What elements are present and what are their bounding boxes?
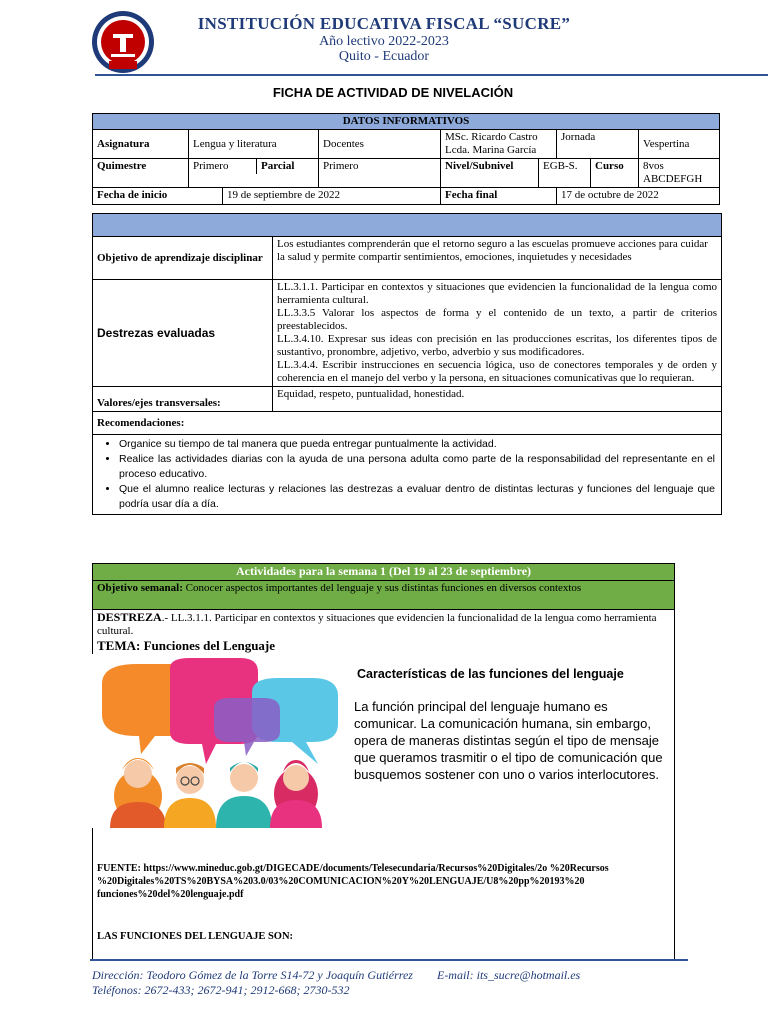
destreza-item: LL.3.3.5 Valorar los aspectos de forma y el contenido de un texto, a partir de criterios preestablecidos. [277,307,717,332]
asignatura-value: Lengua y literatura [189,130,319,159]
objetivo-semanal-label: Objetivo semanal: [97,582,183,594]
tema-title: TEMA: Funciones del Lenguaje [97,638,276,653]
fuente-url: https://www.mineduc.gob.gt/DIGECADE/documents/Telesecundaria/Recursos%20Digitales/2o %20Recursos %20Digitales%20TS%20BYSA%203.0/03%20COMUNICACION%20Y%20LENGUAJE/U8%20pp%20193%20 funciones%20del%20lenguaje.pdf [97,863,609,900]
caracteristicas-body: La función principal del lenguaje humano es comunicar. La comunicación humana, sin embargo, opera de maneras distintas según el tipo de mensaje que queramos trasmitir o el tipo de comunicación que busquemos sostener con uno o varios interlocutores. [354,699,663,782]
curso-label: Curso [591,159,639,188]
quimestre-label: Quimestre [93,159,189,188]
destreza-item: LL.3.4.10. Expresar sus ideas con precisión en las producciones escritas, los diferentes tipos de sustantivo, pronombre, adjetivo, verbo, adverbio y sus modificadores. [277,333,717,358]
parcial-value: Primero [319,159,441,188]
footer-address-line [92,968,580,983]
parcial-label: Parcial [261,160,295,172]
funciones-heading: LAS FUNCIONES DEL LENGUAJE SON: [97,931,294,942]
destrezas-list [273,280,722,387]
footer-email: E-mail: its_sucre@hotmail.es [436,968,581,982]
nivel-label: Nivel/Subnivel [441,159,539,188]
school-year: Año lectivo 2022-2023 [319,34,449,49]
people-speech-bubbles-illustration [92,654,344,828]
caracteristicas-title: Características de las funciones del lenguaje [357,667,624,681]
nivel-value: EGB-S. [539,159,591,188]
location: Quito - Ecuador [338,49,430,64]
fecha-inicio-label: Fecha de inicio [93,188,223,205]
recomendacion-item: • Que el alumno realice lecturas y relaciones las destrezas a evaluar dentro de distintas lecturas y funciones del lenguaje que podría usar día a día. [119,482,715,512]
jornada-value: Vespertina [639,130,720,159]
recomendaciones-label: Recomendaciones: [93,412,722,435]
destrezas-label: Destrezas evaluadas [93,280,273,387]
valores-label: Valores/ejes transversales: [93,387,273,412]
semana-header: Actividades para la semana 1 (Del 19 al 23 de septiembre) [93,564,675,581]
objetivo-value: Los estudiantes comprenderán que el retorno seguro a las escuelas promueve acciones para cuidar la salud y permite compartir sentimientos, emociones, inquietudes y necesidades [273,237,722,280]
fecha-final-value: 17 de octubre de 2022 [557,188,720,205]
destreza-line [97,611,670,638]
footer-rule [90,959,688,961]
valores-value: Equidad, respeto, puntualidad, honestidad. [273,387,722,412]
quimestre-value: Primero [189,159,257,174]
quimestre-parcial [189,159,319,188]
asignatura-label: Asignatura [93,130,189,159]
curso-value: 8vos ABCDEFGH [639,159,720,188]
recomendaciones-list [93,435,722,515]
fecha-final-label: Fecha final [441,188,557,205]
recomendacion-item: • Organice su tiempo de tal manera que pueda entregar puntualmente la actividad. [119,437,715,452]
objetivos-header-band [93,214,722,237]
destreza-item: LL.3.1.1. Participar en contextos y situaciones que evidencien la funcionalidad de la lengua como herramienta cultural. [277,281,717,306]
footer-address: Dirección: Teodoro Gómez de la Torre S14-72 y Joaquín Gutiérrez [92,968,413,982]
docentes-value [441,130,557,159]
objetivo-semanal-value: Conocer aspectos importantes del lenguaje y sus distintas funciones en diversos contextos [185,582,582,594]
datos-header: DATOS INFORMATIVOS [93,114,720,130]
docente-2: Lcda. Marina García [445,144,537,156]
destreza-label: DESTREZA [97,610,162,624]
datos-informativos-table [92,113,720,205]
fuente-line [97,862,667,901]
fuente-label: FUENTE: [97,863,141,874]
objetivos-table [92,213,722,515]
docente-1: MSc. Ricardo Castro [445,131,538,143]
header-rule [95,74,768,76]
objetivo-label: Objetivo de aprendizaje disciplinar [93,237,273,280]
document-title: FICHA DE ACTIVIDAD DE NIVELACIÓN [272,85,514,100]
recomendacion-item: • Realice las actividades diarias con la ayuda de una persona adulta como parte de la responsabilidad del representante en el proceso educativo. [119,452,715,482]
destreza-item: LL.3.4.4. Escribir instrucciones en secuencia lógica, uso de conectores temporales y de orden y coherencia en el manejo del verbo y la persona, en situaciones comunicativas que lo requieran. [277,359,717,384]
fecha-inicio-value: 19 de septiembre de 2022 [223,188,441,205]
objetivo-semanal [93,581,675,610]
destreza-value: .- LL.3.1.1. Participar en contextos y situaciones que evidencien la funcionalidad de la lengua como herramienta cultural. [97,612,657,637]
institution-name: INSTITUCIÓN EDUCATIVA FISCAL “SUCRE” [197,14,571,33]
jornada-label: Jornada [557,130,639,159]
footer-phones: Teléfonos: 2672-433; 2672-941; 2912-668; 2730-532 [92,983,350,997]
docentes-label: Docentes [319,130,441,159]
